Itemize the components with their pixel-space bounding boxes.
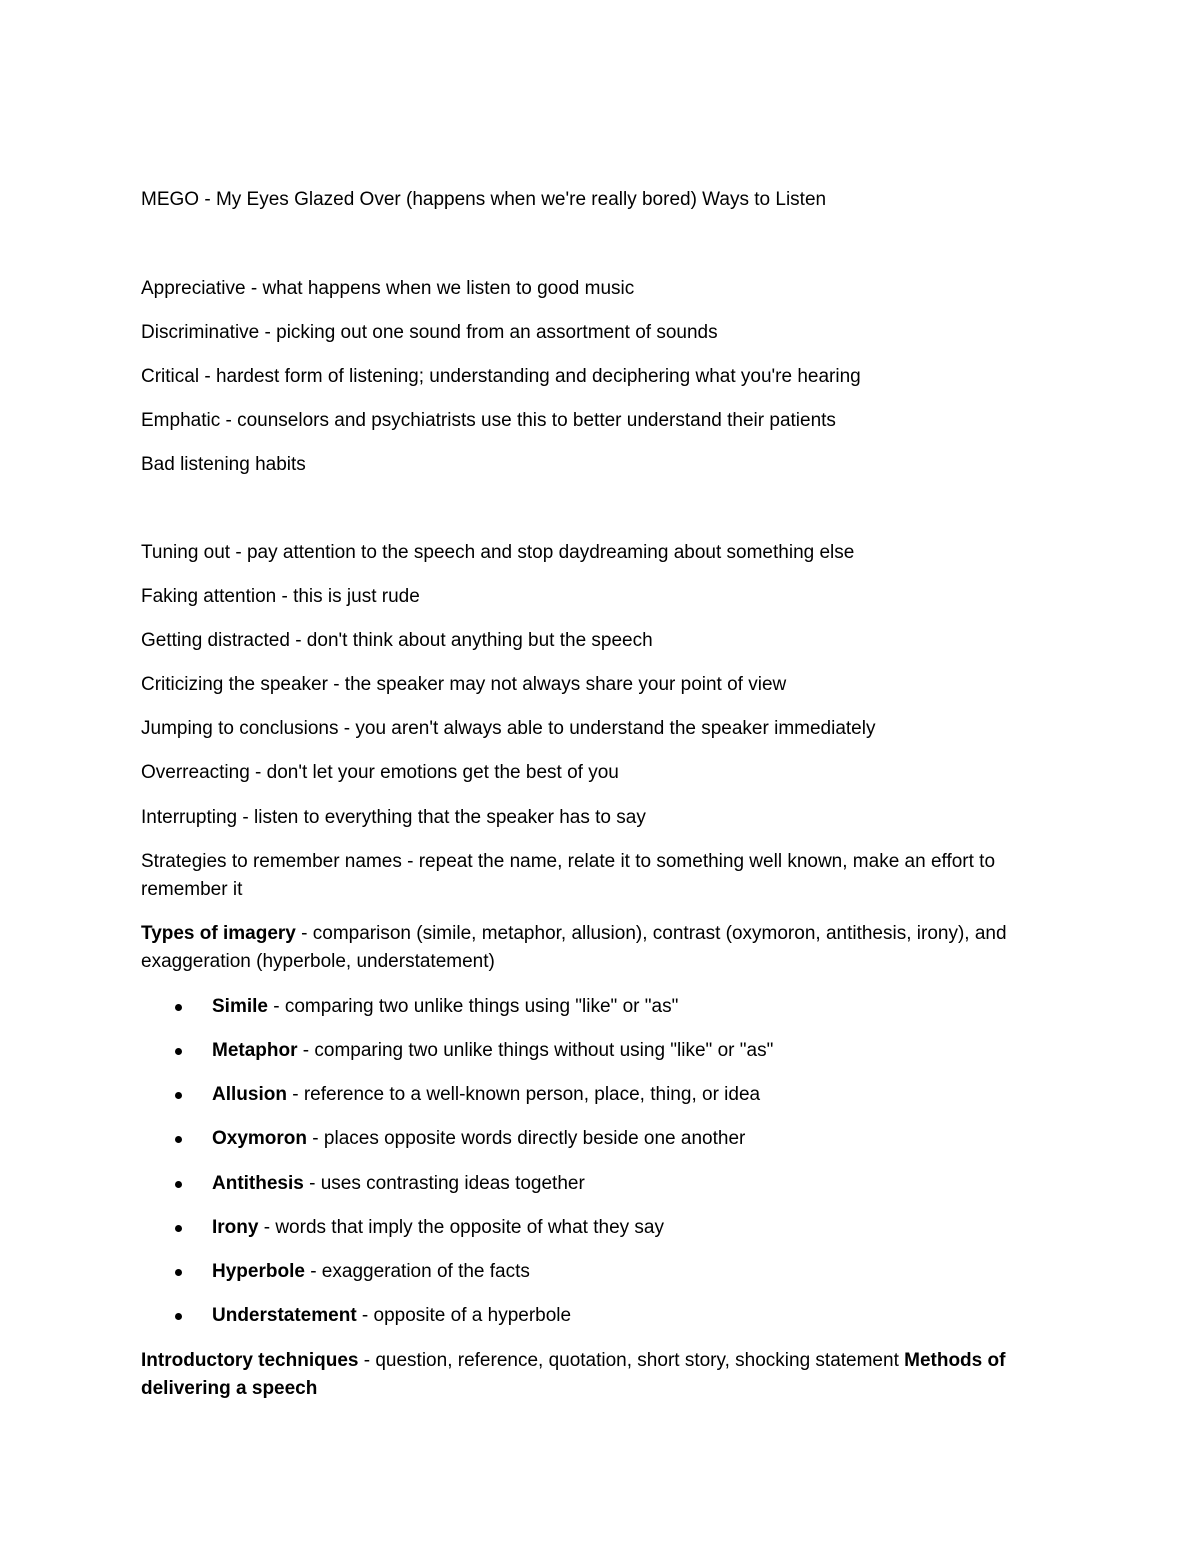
listening-type-critical bbox=[141, 363, 1061, 391]
term: Strategies to remember names bbox=[141, 851, 402, 872]
description: - pay attention to the speech and stop daydreaming about something else bbox=[230, 542, 855, 563]
imagery-paragraph bbox=[141, 920, 1061, 976]
term: Allusion bbox=[212, 1084, 287, 1105]
term: Metaphor bbox=[212, 1040, 298, 1061]
bullet-icon bbox=[175, 1136, 182, 1143]
description: - the speaker may not always share your point of view bbox=[327, 674, 787, 695]
bad-habit-faking-attention bbox=[141, 583, 1061, 611]
term: Discriminative bbox=[141, 322, 260, 343]
bad-habit-jumping bbox=[141, 715, 1061, 743]
term: Hyperbole bbox=[212, 1261, 305, 1282]
term: Introductory techniques bbox=[141, 1350, 359, 1371]
term: Irony bbox=[212, 1217, 259, 1238]
term: Types of imagery bbox=[141, 923, 296, 944]
description: - words that imply the opposite of what they say bbox=[258, 1217, 664, 1238]
term: Overreacting bbox=[141, 762, 250, 783]
bullet-icon bbox=[175, 1269, 182, 1276]
strategies-paragraph bbox=[141, 848, 1061, 904]
description: - opposite of a hyperbole bbox=[356, 1305, 572, 1326]
methods-heading: Methods of delivering a speech bbox=[141, 1350, 1006, 1399]
imagery-item-metaphor bbox=[212, 1037, 1062, 1065]
listening-type-emphatic bbox=[141, 407, 1061, 435]
bad-habit-overreacting bbox=[141, 759, 1061, 787]
term: Emphatic bbox=[141, 410, 221, 431]
description: - this is just rude bbox=[276, 586, 420, 607]
listening-type-appreciative bbox=[141, 275, 1061, 303]
imagery-item-irony bbox=[212, 1214, 1062, 1242]
bullet-icon bbox=[175, 1181, 182, 1188]
imagery-item-hyperbole bbox=[212, 1258, 1062, 1286]
bullet-icon bbox=[175, 1225, 182, 1232]
term: Getting distracted bbox=[141, 630, 290, 651]
term: Tuning out bbox=[141, 542, 231, 563]
term: Faking attention bbox=[141, 586, 277, 607]
imagery-item-antithesis bbox=[212, 1170, 1062, 1198]
bad-habit-getting-distracted bbox=[141, 627, 1061, 655]
term: Critical bbox=[141, 366, 200, 387]
term: Appreciative bbox=[141, 278, 246, 299]
term: Interrupting bbox=[141, 807, 238, 828]
description: - don't think about anything but the speech bbox=[289, 630, 653, 651]
bullet-icon bbox=[175, 1092, 182, 1099]
description: - repeat the name, relate it to something well known, make an effort to remember it bbox=[141, 851, 996, 900]
intro-paragraph bbox=[141, 1347, 1061, 1403]
bullet-icon bbox=[175, 1048, 182, 1055]
description: - comparison (simile, metaphor, allusion), contrast (oxymoron, antithesis, irony), and exaggeration (hyperbole, understatement) bbox=[141, 923, 1007, 972]
description: - hardest form of listening; understanding and deciphering what you're hearing bbox=[199, 366, 861, 387]
imagery-item-simile bbox=[212, 993, 1062, 1021]
description: - reference to a well-known person, place, thing, or idea bbox=[286, 1084, 761, 1105]
bad-habit-tuning-out bbox=[141, 539, 1061, 567]
description: - don't let your emotions get the best of you bbox=[249, 762, 619, 783]
bad-habit-interrupting bbox=[141, 804, 1061, 832]
description: - comparing two unlike things without using "like" or "as" bbox=[297, 1040, 774, 1061]
bad-habits-heading: Bad listening habits bbox=[141, 454, 306, 475]
term: Criticizing the speaker bbox=[141, 674, 328, 695]
description: - uses contrasting ideas together bbox=[303, 1173, 585, 1194]
bullet-icon bbox=[175, 1004, 182, 1011]
description: - exaggeration of the facts bbox=[304, 1261, 530, 1282]
description: - you aren't always able to understand the speaker immediately bbox=[338, 718, 876, 739]
term: Oxymoron bbox=[212, 1128, 308, 1149]
description: - picking out one sound from an assortment of sounds bbox=[259, 322, 718, 343]
imagery-item-oxymoron bbox=[212, 1125, 1062, 1153]
heading: MEGO - My Eyes Glazed Over (happens when we're really bored) Ways to Listen bbox=[141, 189, 827, 210]
description: - counselors and psychiatrists use this to better understand their patients bbox=[220, 410, 836, 431]
term: Understatement bbox=[212, 1305, 357, 1326]
listening-type-discriminative bbox=[141, 319, 1061, 347]
bad-habit-criticizing bbox=[141, 671, 1061, 699]
imagery-item-allusion bbox=[212, 1081, 1062, 1109]
bullet-icon bbox=[175, 1313, 182, 1320]
description: - places opposite words directly beside one another bbox=[307, 1128, 746, 1149]
description: - comparing two unlike things using "like" or "as" bbox=[267, 996, 679, 1017]
description: - listen to everything that the speaker has to say bbox=[237, 807, 646, 828]
description: - what happens when we listen to good music bbox=[245, 278, 635, 299]
term: Antithesis bbox=[212, 1173, 304, 1194]
imagery-item-understatement bbox=[212, 1302, 1062, 1330]
term: Jumping to conclusions bbox=[141, 718, 339, 739]
term: Simile bbox=[212, 996, 268, 1017]
description: - question, reference, quotation, short story, shocking statement bbox=[358, 1350, 905, 1371]
